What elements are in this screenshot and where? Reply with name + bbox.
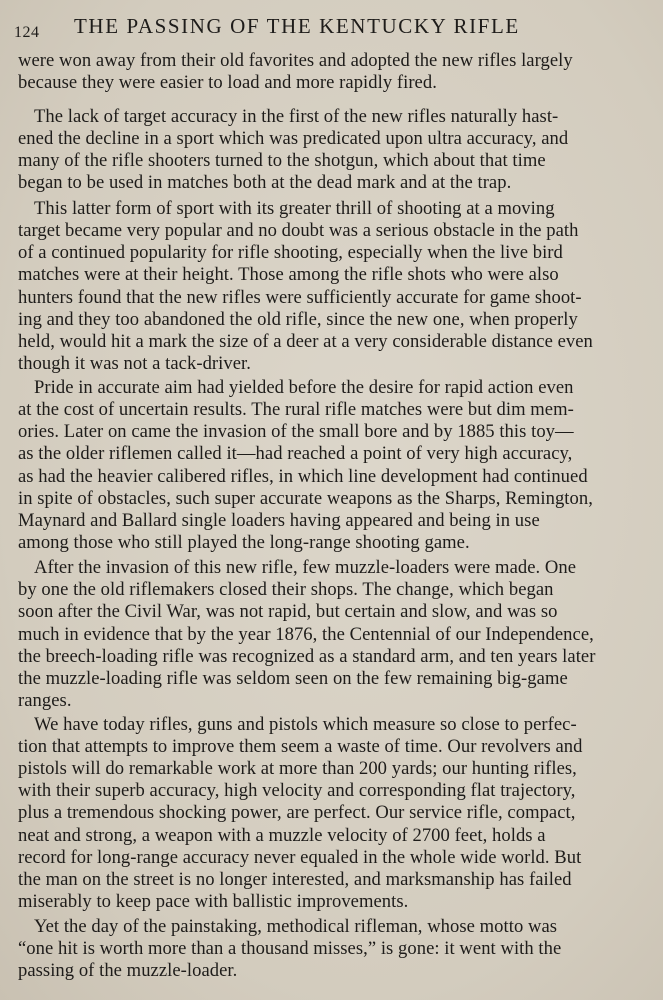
text-line: This latter form of sport with its greater thrill of shooting at a moving [34,198,555,219]
text-line: much in evidence that by the year 1876, the Centennial of our Independence, [18,624,594,645]
text-line: ories. Later on came the invasion of the small bore and by 1885 this toy— [18,421,574,442]
text-line: pistols will do remarkable work at more than 200 yards; our hunting rifles, [18,758,577,779]
text-line: Maynard and Ballard single loaders having appeared and being in use [18,510,540,531]
text-line: soon after the Civil War, was not rapid, but certain and slow, and was so [18,601,558,622]
text-line: target became very popular and no doubt was a serious obstacle in the path [18,220,579,241]
text-line: because they were easier to load and more rapidly fired. [18,72,437,93]
text-line: in spite of obstacles, such super accurate weapons as the Sharps, Remington, [18,488,593,509]
text-line: the muzzle-loading rifle was seldom seen on the few remaining big-game [18,668,568,689]
text-line: passing of the muzzle-loader. [18,960,238,981]
text-line: began to be used in matches both at the dead mark and at the trap. [18,172,512,193]
text-line: the man on the street is no longer interested, and marksmanship has failed [18,869,572,890]
text-line: Pride in accurate aim had yielded before the desire for rapid action even [34,377,574,398]
text-line: ened the decline in a sport which was predicated upon ultra accuracy, and [18,128,569,149]
text-line: The lack of target accuracy in the first of the new rifles naturally hast- [34,106,559,127]
text-line: We have today rifles, guns and pistols which measure so close to perfec- [34,714,577,735]
text-line: with their superb accuracy, high velocity and corresponding flat trajectory, [18,780,576,801]
text-line: among those who still played the long-range shooting game. [18,532,470,553]
text-line: hunters found that the new rifles were sufficiently accurate for game shoot- [18,287,582,308]
text-line: ranges. [18,690,72,711]
text-line: by one the old riflemakers closed their shops. The change, which began [18,579,554,600]
book-title: THE PASSING OF THE KENTUCKY RIFLE [74,14,520,38]
text-line: record for long-range accuracy never equaled in the whole wide world. But [18,847,582,868]
text-line: After the invasion of this new rifle, few muzzle-loaders were made. One [34,557,577,578]
text-line: miserably to keep pace with ballistic improvements. [18,891,409,912]
page-number: 124 [14,24,40,41]
text-line: “one hit is worth more than a thousand misses,” is gone: it went with the [18,938,562,959]
text-line: matches were at their height. Those among the rifle shots who were also [18,264,559,285]
text-line: though it was not a tack-driver. [18,353,251,374]
text-line: neat and strong, a weapon with a muzzle velocity of 2700 feet, holds a [18,825,546,846]
text-line: Yet the day of the painstaking, methodical rifleman, whose motto was [34,916,558,937]
text-line: tion that attempts to improve them seem a waste of time. Our revolvers and [18,736,583,757]
text-line: many of the rifle shooters turned to the shotgun, which about that time [18,150,546,171]
text-line: were won away from their old favorites and adopted the new rifles largely [18,50,573,71]
text-line: as the older riflemen called it—had reached a point of very high accuracy, [18,443,573,464]
text-line: at the cost of uncertain results. The rural rifle matches were but dim mem- [18,399,574,420]
text-line: of a continued popularity for rifle shooting, especially when the live bird [18,242,563,263]
text-line: plus a tremendous shocking power, are perfect. Our service rifle, compact, [18,802,576,823]
text-line: as had the heavier calibered rifles, in which line development had continued [18,466,588,487]
text-line: ing and they too abandoned the old rifle, since the new one, when properly [18,309,578,330]
text-line: the breech-loading rifle was recognized as a standard arm, and ten years later [18,646,596,667]
text-line: held, would hit a mark the size of a deer at a very considerable distance even [18,331,593,352]
